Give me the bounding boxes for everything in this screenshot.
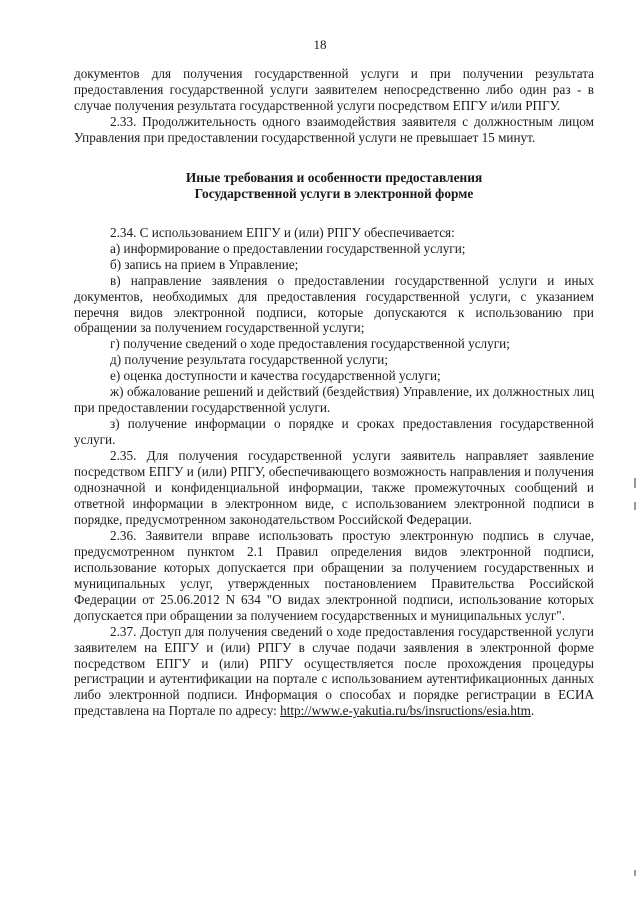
section-heading-line-2: Государственной услуги в электронной форме	[194, 186, 474, 202]
section-heading	[74, 170, 594, 203]
document-body	[74, 66, 594, 719]
list-item-g: г) получение сведений о ходе предоставления государственной услуги;	[110, 336, 510, 352]
section-heading-line-1: Иные требования и особенности предоставления	[185, 169, 483, 185]
paragraph-2-35: 2.35. Для получения государственной услуги заявитель направляет заявление посредством ЕПГУ и (или) РПГУ, обеспечивающего возможность направления и получения однозначной и конфиденциальной информации, также промежуточных сообщений и ответной информации в электронном виде, с использованием электронной подписи в порядке, предусмотренном законодательством Российской Федерации.	[74, 448, 594, 527]
paragraph-2-33: 2.33. Продолжительность одного взаимодействия заявителя с должностным лицом Управления при предоставлении государственной услуги не превышает 15 минут.	[74, 113, 594, 145]
paragraph-2-36: 2.36. Заявители вправе использовать простую электронную подпись в случае, предусмотренном пунктом 2.1 Правил определения видов электронной подписи, использование которых допускается при обращении за получением государственных и муниципальных услуг, утвержденных постановлением Правительства Российской Федерации от 25.06.2012 N 634 "О видах электронной подписи, использование которых допускается при обращении за получением государственных и муниципальных услуг".	[74, 527, 594, 623]
list-item-z: з) получение информации о порядке и сроках предоставления государственной услуги.	[74, 416, 594, 448]
paragraph-continuation: документов для получения государственной услуги и при получении результата предоставления государственной услуги заявителем непосредственно либо один раз - в случае получения результата государственной услуги посредством ЕПГУ и/или РПГУ.	[74, 66, 594, 113]
paragraph-2-37-text: 2.37. Доступ для получения сведений о ходе предоставления государственной услуги заявителем на ЕПГУ и (или) РПГУ в случае подачи заявления в электронной форме посредством ЕПГУ и (или) РПГУ осуществляется после прохождения процедуры регистрации и аутентификации на портале с использованием аутентификационных данных либо электронной подписи. Информация о способах и порядке регистрации в ЕСИА представлена на Портале по адресу:	[74, 623, 594, 719]
list-item-b: б) запись на прием в Управление;	[110, 256, 299, 272]
paragraph-2-37: 2.37. Доступ для получения сведений о ходе предоставления государственной услуги заявителем на ЕПГУ и (или) РПГУ в случае подачи заявления в электронной форме посредством ЕПГУ и (или) РПГУ осуществляется после прохождения процедуры регистрации и аутентификации на портале с использованием аутентификационных данных либо электронной подписи. Информация о способах и порядке регистрации в ЕСИА представлена на Портале по адресу: http://www.e-yakutia.ru/bs/insructions/esia.htm.	[74, 623, 594, 719]
list-item-e: е) оценка доступности и качества государственной услуги;	[110, 368, 441, 384]
scan-edge-marks	[628, 0, 640, 905]
list-item-v: в) направление заявления о предоставлении государственной услуги и иных документов, необходимых для предоставления государственной услуги, с указанием перечня видов электронной подписи, которые допускаются к использованию при обращении за получением государственной услуги;	[74, 272, 594, 336]
list-item-d: д) получение результата государственной услуги;	[110, 352, 388, 368]
paragraph-2-34: 2.34. С использованием ЕПГУ и (или) РПГУ обеспечивается:	[110, 224, 455, 240]
list-item-a: а) информирование о предоставлении государственной услуги;	[110, 240, 466, 256]
page-number: 18	[313, 37, 327, 52]
list-item-zh: ж) обжалование решений и действий (бездействия) Управление, их должностных лиц при предоставлении государственной услуги.	[74, 384, 594, 416]
portal-link[interactable]: http://www.e-yakutia.ru/bs/insructions/esia.htm	[280, 703, 531, 719]
